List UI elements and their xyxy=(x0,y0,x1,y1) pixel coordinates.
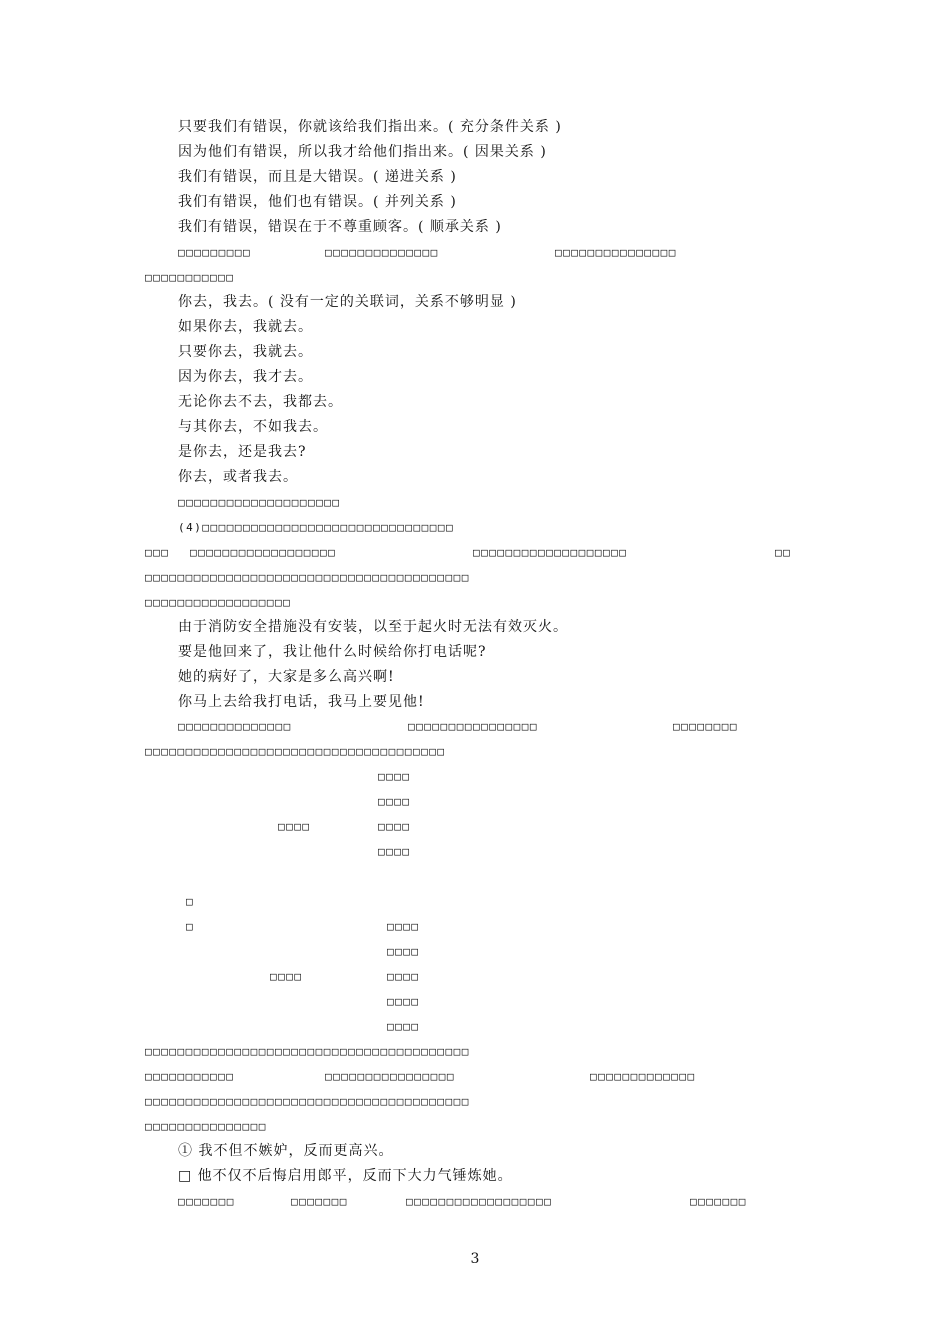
tree-node: □□□□ xyxy=(387,995,420,1008)
garbled-text: □ xyxy=(186,920,195,933)
tree-node: □□□□ xyxy=(378,770,411,783)
text-line: 是你去，还是我去? xyxy=(178,444,307,460)
text-line: 由于消防安全措施没有安装，以至于起火时无法有效灭火。 xyxy=(178,619,568,635)
tree-node: □□□□ xyxy=(387,920,420,933)
text-line: 因为他们有错误，所以我才给他们指出来。( 因果关系 ) xyxy=(178,144,547,160)
garbled-text: □□ xyxy=(775,546,792,559)
tree-node: □□□□ xyxy=(378,795,411,808)
tree-node: □□□□ xyxy=(387,945,420,958)
garbled-text: □□□□□□□□□□□ xyxy=(145,271,235,284)
garbled-text: □ xyxy=(186,895,195,908)
text-line: 我们有错误，他们也有错误。( 并列关系 ) xyxy=(178,194,457,210)
tree-root: □□□□ xyxy=(278,820,311,833)
garbled-text: □□□□□□□□□ xyxy=(178,246,252,259)
tree-node: □□□□ xyxy=(387,970,420,983)
garbled-text: □□□□□□□□□□□□□□□□□□□ xyxy=(473,546,628,559)
garbled-text: □□□□□□□□□□□□□□ xyxy=(178,720,292,733)
garbled-text: □□□□□□□□□□□□□□□□□□□□□□□□□□□□□□□□□□□□□ xyxy=(145,745,446,758)
garbled-text: □□□□□□□□□□□□□□□□□□□□ xyxy=(178,496,341,509)
garbled-text: □□□□□□□□□□□□□□□ xyxy=(555,246,677,259)
garbled-text: □□□□□□□□ xyxy=(673,720,738,733)
tree-root: □□□□ xyxy=(270,970,303,983)
garbled-text: □□□□□□□□□□□□□□□□□□ xyxy=(406,1195,553,1208)
example-line: ① 我不但不嫉妒，反而更高兴。 xyxy=(178,1143,394,1159)
garbled-text: □□□□□□□□□□□□□□□□□□ xyxy=(190,546,337,559)
garbled-text: □□□□□□□□□□□□□□ xyxy=(325,246,439,259)
garbled-text: □□□□□□□□□□□□□□□□□□□□□□□□□□□□□□□□□□□□□□□□ xyxy=(145,1095,470,1108)
garbled-text: □□□ xyxy=(145,546,170,559)
garbled-text: □□□□□□□□□□□□□□□ xyxy=(145,1120,267,1133)
text-line: 你去，或者我去。 xyxy=(178,469,298,485)
tree-node: □□□□ xyxy=(387,1020,420,1033)
garbled-text: □□□□□□□□□□□□□ xyxy=(590,1070,696,1083)
text-line: 要是他回来了，我让他什么时候给你打电话呢? xyxy=(178,644,487,660)
page-number: 3 xyxy=(470,1251,480,1267)
text-line: 你马上去给我打电话，我马上要见他! xyxy=(178,694,425,710)
garbled-text: □□□□□□□□□□□ xyxy=(145,1070,235,1083)
garbled-text: □□□□□□□□□□□□□□□□□□□□□□□□□□□□□□□□□□□□□□□□ xyxy=(145,1045,470,1058)
text-line: 只要我们有错误，你就该给我们指出来。( 充分条件关系 ) xyxy=(178,119,562,135)
garbled-text: □□□□□□□□□□□□□□□□□□□□□□□□□□□□□□□□□□□□□□□□ xyxy=(145,571,470,584)
tree-node: □□□□ xyxy=(378,820,411,833)
text-line: 与其你去，不如我去。 xyxy=(178,419,328,435)
garbled-text: (4)□□□□□□□□□□□□□□□□□□□□□□□□□□□□□□□ xyxy=(178,521,455,534)
garbled-text: □□□□□□□ xyxy=(178,1195,235,1208)
garbled-text: □□□□□□□□□□□□□□□□□□ xyxy=(145,596,292,609)
text-line: 只要你去，我就去。 xyxy=(178,344,313,360)
text-line: 无论你去不去，我都去。 xyxy=(178,394,343,410)
text-line: 如果你去，我就去。 xyxy=(178,319,313,335)
text-line: 你去，我去。( 没有一定的关联词，关系不够明显 ) xyxy=(178,294,517,310)
tree-node: □□□□ xyxy=(378,845,411,858)
garbled-text: □□□□□□□□□□□□□□□□ xyxy=(408,720,538,733)
garbled-text: □□□□□□□□□□□□□□□□ xyxy=(325,1070,455,1083)
text-line: 我们有错误，错误在于不尊重顾客。( 顺承关系 ) xyxy=(178,219,502,235)
text-line: 因为你去，我才去。 xyxy=(178,369,313,385)
text-line: 她的病好了，大家是多么高兴啊! xyxy=(178,669,395,685)
text-line: 我们有错误，而且是大错误。( 递进关系 ) xyxy=(178,169,457,185)
garbled-text: □□□□□□□ xyxy=(690,1195,747,1208)
example-line: □ 他不仅不后悔启用郎平，反而下大力气锤炼她。 xyxy=(178,1168,513,1184)
garbled-text: □□□□□□□ xyxy=(291,1195,348,1208)
